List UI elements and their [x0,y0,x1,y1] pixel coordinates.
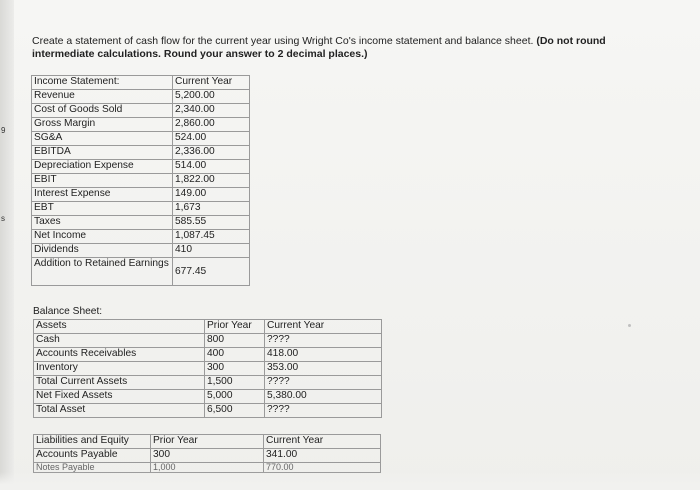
header-prior-year: Prior Year [205,320,265,334]
row-prior: 5,000 [205,390,265,404]
table-row [32,174,250,188]
table-row [32,90,250,104]
row-current: ???? [265,376,382,390]
table-row [32,188,250,202]
row-label: EBIT [32,174,173,188]
row-prior: 300 [205,362,265,376]
table-row [32,132,250,146]
table-row [34,463,381,473]
table-row [32,244,250,258]
row-value: 5,200.00 [173,90,250,104]
row-label: Accounts Payable [34,449,151,463]
row-value: 149.00 [173,188,250,202]
header-current-year: Current Year [173,76,250,90]
table-row [34,376,382,390]
header-liabilities: Liabilities and Equity [34,435,151,449]
table-row [32,160,250,174]
row-prior: 400 [205,348,265,362]
table-row [32,230,250,244]
table-row [32,258,250,286]
row-current: ???? [265,334,382,348]
row-label: Notes Payable [34,463,151,473]
table-row [34,362,382,376]
row-value: 410 [173,244,250,258]
table-header-row [32,76,250,90]
row-label: Total Asset [34,404,205,418]
row-label: Depreciation Expense [32,160,173,174]
row-label: Addition to Retained Earnings [32,258,173,286]
liabilities-equity-table [33,434,381,473]
row-value: 677.45 [173,258,250,286]
row-label: Inventory [34,362,205,376]
table-row [34,449,381,463]
table-header-row [34,320,382,334]
row-value: 1,087.45 [173,230,250,244]
header-assets: Assets [34,320,205,334]
row-value: 524.00 [173,132,250,146]
row-label: Accounts Receivables [34,348,205,362]
table-row [32,216,250,230]
question-prompt [32,35,662,61]
bottom-fade [0,472,700,490]
table-row [32,146,250,160]
row-label: Cost of Goods Sold [32,104,173,118]
row-label: Gross Margin [32,118,173,132]
row-current: 418.00 [265,348,382,362]
row-prior: 800 [205,334,265,348]
table-row [34,348,382,362]
row-label: Dividends [32,244,173,258]
row-label: EBT [32,202,173,216]
row-label: Total Current Assets [34,376,205,390]
header-current-year: Current Year [264,435,381,449]
row-current: ???? [265,404,382,418]
income-statement-table [31,75,250,286]
table-row [34,390,382,404]
table-header-row [34,435,381,449]
prompt-instructions: (Do not round intermediate calculations. Round your answer to 2 decimal places.) [32,35,606,60]
row-label: Net Income [32,230,173,244]
row-label: Cash [34,334,205,348]
row-label: Revenue [32,90,173,104]
table-row [32,118,250,132]
balance-sheet-table [33,319,382,418]
row-current: 5,380.00 [265,390,382,404]
row-value: 514.00 [173,160,250,174]
balance-sheet-label: Balance Sheet: [33,306,103,317]
row-current: 353.00 [265,362,382,376]
table-row [32,202,250,216]
header-label: Income Statement: [32,76,173,90]
header-prior-year: Prior Year [151,435,264,449]
row-prior: 1,000 [151,463,264,473]
edge-mark: s [1,214,5,223]
row-value: 1,822.00 [173,174,250,188]
row-value: 585.55 [173,216,250,230]
row-value: 2,336.00 [173,146,250,160]
row-prior: 300 [151,449,264,463]
row-label: Interest Expense [32,188,173,202]
row-value: 1,673 [173,202,250,216]
row-label: Taxes [32,216,173,230]
header-current-year: Current Year [265,320,382,334]
row-value: 2,340.00 [173,104,250,118]
row-prior: 6,500 [205,404,265,418]
table-row [32,104,250,118]
row-current: 341.00 [264,449,381,463]
table-row [34,404,382,418]
row-label: EBITDA [32,146,173,160]
speck [628,324,631,327]
left-panel-edge [0,0,14,490]
row-value: 2,860.00 [173,118,250,132]
table-row [34,334,382,348]
row-label: SG&A [32,132,173,146]
edge-mark: 9 [1,126,6,135]
row-prior: 1,500 [205,376,265,390]
row-label: Net Fixed Assets [34,390,205,404]
prompt-text: Create a statement of cash flow for the current year using Wright Co's income statement and balance sheet. [32,35,537,47]
row-current: 770.00 [264,463,381,473]
